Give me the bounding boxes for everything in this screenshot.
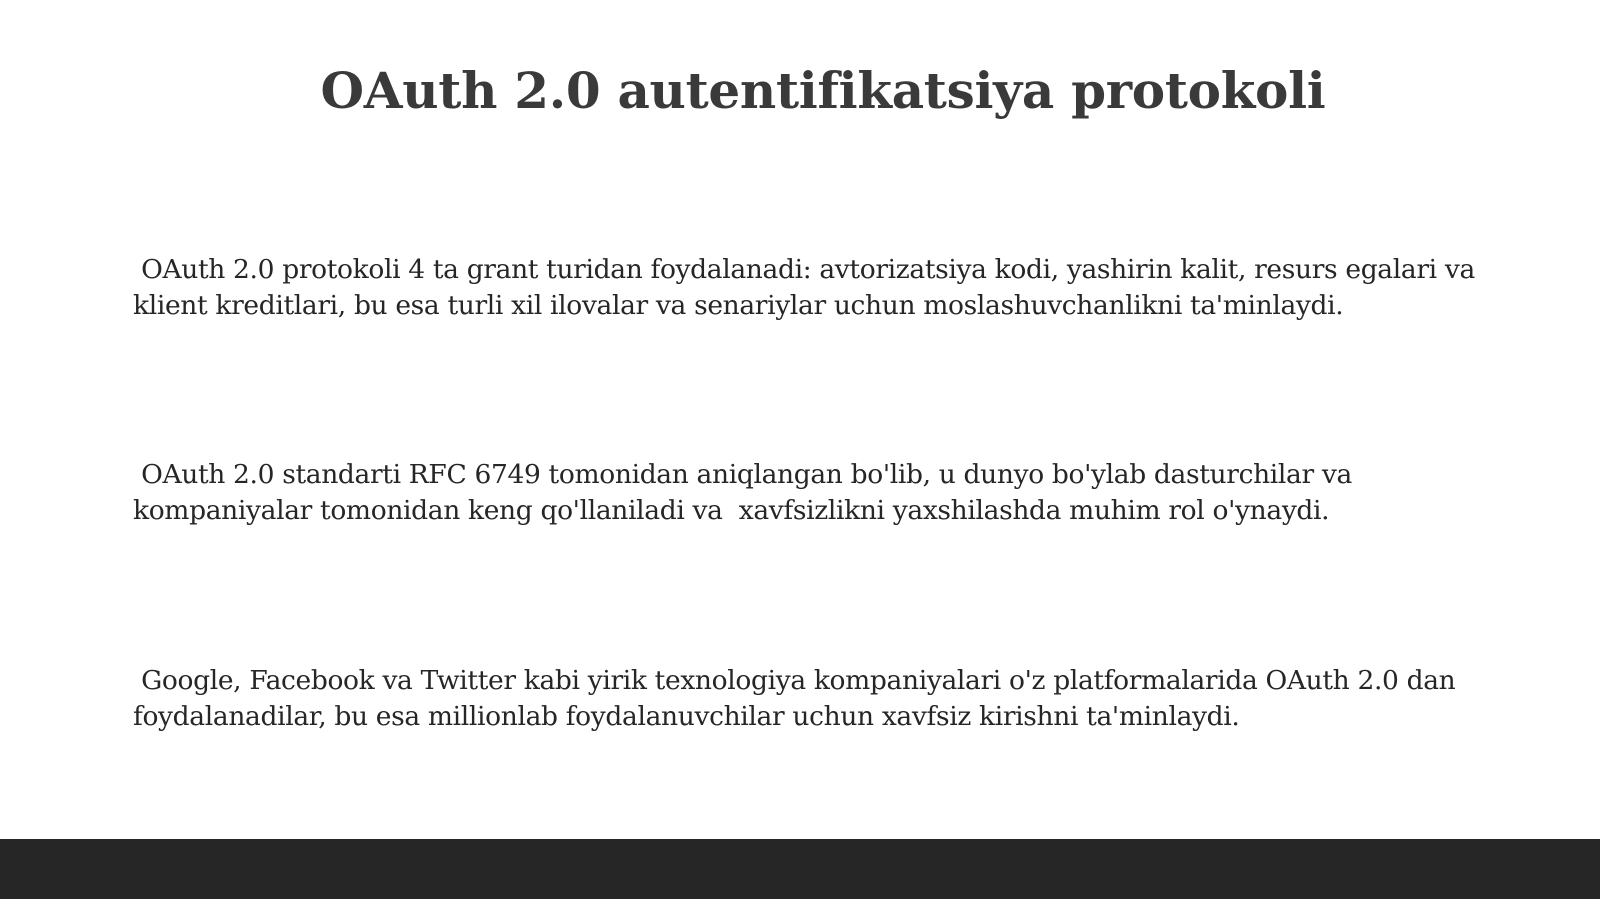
paragraph-grant-types: OAuth 2.0 protokoli 4 ta grant turidan foydalanadi: avtorizatsiya kodi, yashirin kalit, resurs egalari va klient kreditlari, bu esa turli xil ilovalar va senariylar uchun moslashuvchanlikni ta'minlaydi.	[133, 254, 1483, 321]
paragraph-companies: Google, Facebook va Twitter kabi yirik texnologiya kompaniyalari o'z platformalarida OAuth 2.0 dan foydalanadilar, bu esa millionlab foydalanuvchilar uchun xavfsiz kirishni ta'minlaydi.	[133, 665, 1464, 732]
slide-title: OAuth 2.0 autentifikatsiya protokoli	[320, 61, 1326, 120]
paragraph-rfc-standard: OAuth 2.0 standarti RFC 6749 tomonidan aniqlangan bo'lib, u dunyo bo'ylab dasturchilar va kompaniyalar tomonidan keng qo'llaniladi va xavfsizlikni yaxshilashda muhim rol o'ynaydi.	[133, 459, 1361, 526]
footer-bar	[0, 839, 1600, 899]
